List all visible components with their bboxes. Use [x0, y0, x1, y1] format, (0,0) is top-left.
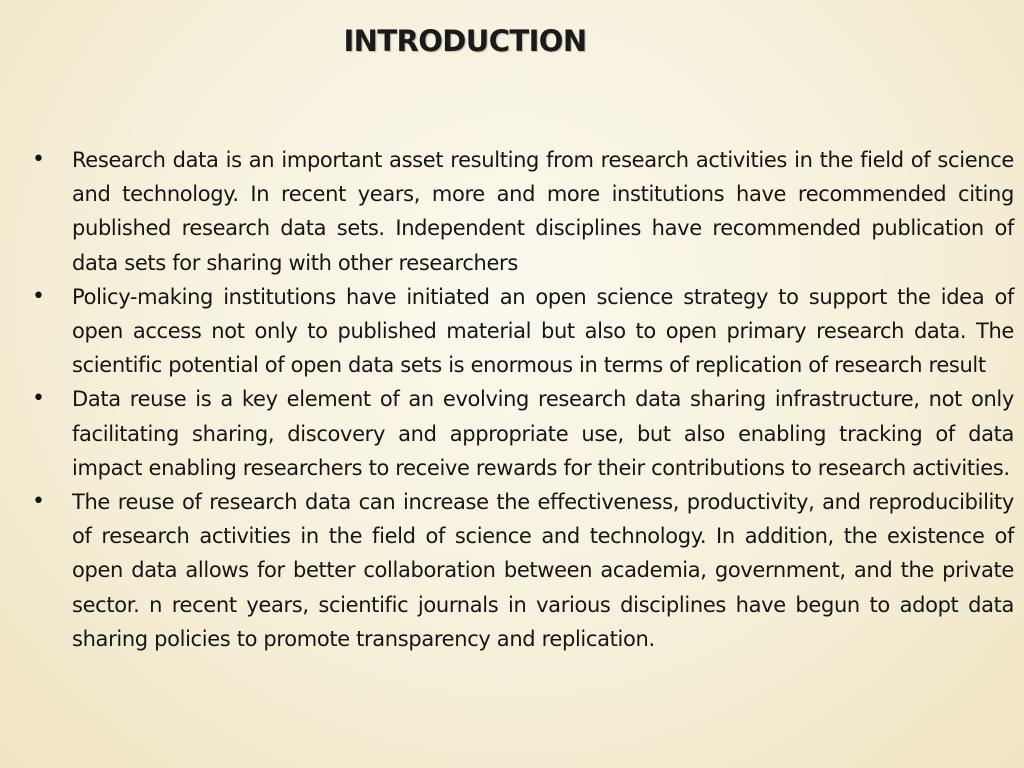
bullet-dot-icon: •	[32, 147, 45, 172]
bullet-dot-icon: •	[32, 386, 45, 412]
bullet-item	[30, 143, 1014, 280]
bullet-dot-icon: •	[32, 489, 45, 515]
bullet-text: Policy-making institutions have initiated an open science strategy to support the idea of open access not only to published material but also to open primary research data. The scientific potential of open data sets is enormous in terms of replication of research result	[72, 284, 1014, 378]
bullet-list	[30, 143, 1014, 656]
bullet-text: The reuse of research data can increase the effectiveness, productivity, and reproducibility of research activities in the field of science and technology. In addition, the existence of open data allows for better collaboration between academia, government, and the private sector. n recent years, scientific journals in various disciplines have begun to adopt data sharing policies to promote transparency and replication.	[72, 490, 1014, 651]
bullet-text: Data reuse is a key element of an evolving research data sharing infrastructure, not only facilitating sharing, discovery and appropriate use, but also enabling tracking of data impact enabling researchers to receive rewards for their contributions to research activities.	[72, 387, 1014, 480]
bullet-item	[30, 382, 1014, 485]
bullet-item	[30, 485, 1014, 656]
bullet-item	[30, 280, 1014, 383]
bullet-text: Research data is an important asset resulting from research activities in the field of science and technology. In recent years, more and more institutions have recommended citing published research data sets. Independent disciplines have recommended publication of data sets for sharing with other researchers	[72, 148, 1014, 275]
bullet-dot-icon: •	[32, 283, 45, 309]
slide-title: INTRODUCTION	[343, 24, 587, 58]
